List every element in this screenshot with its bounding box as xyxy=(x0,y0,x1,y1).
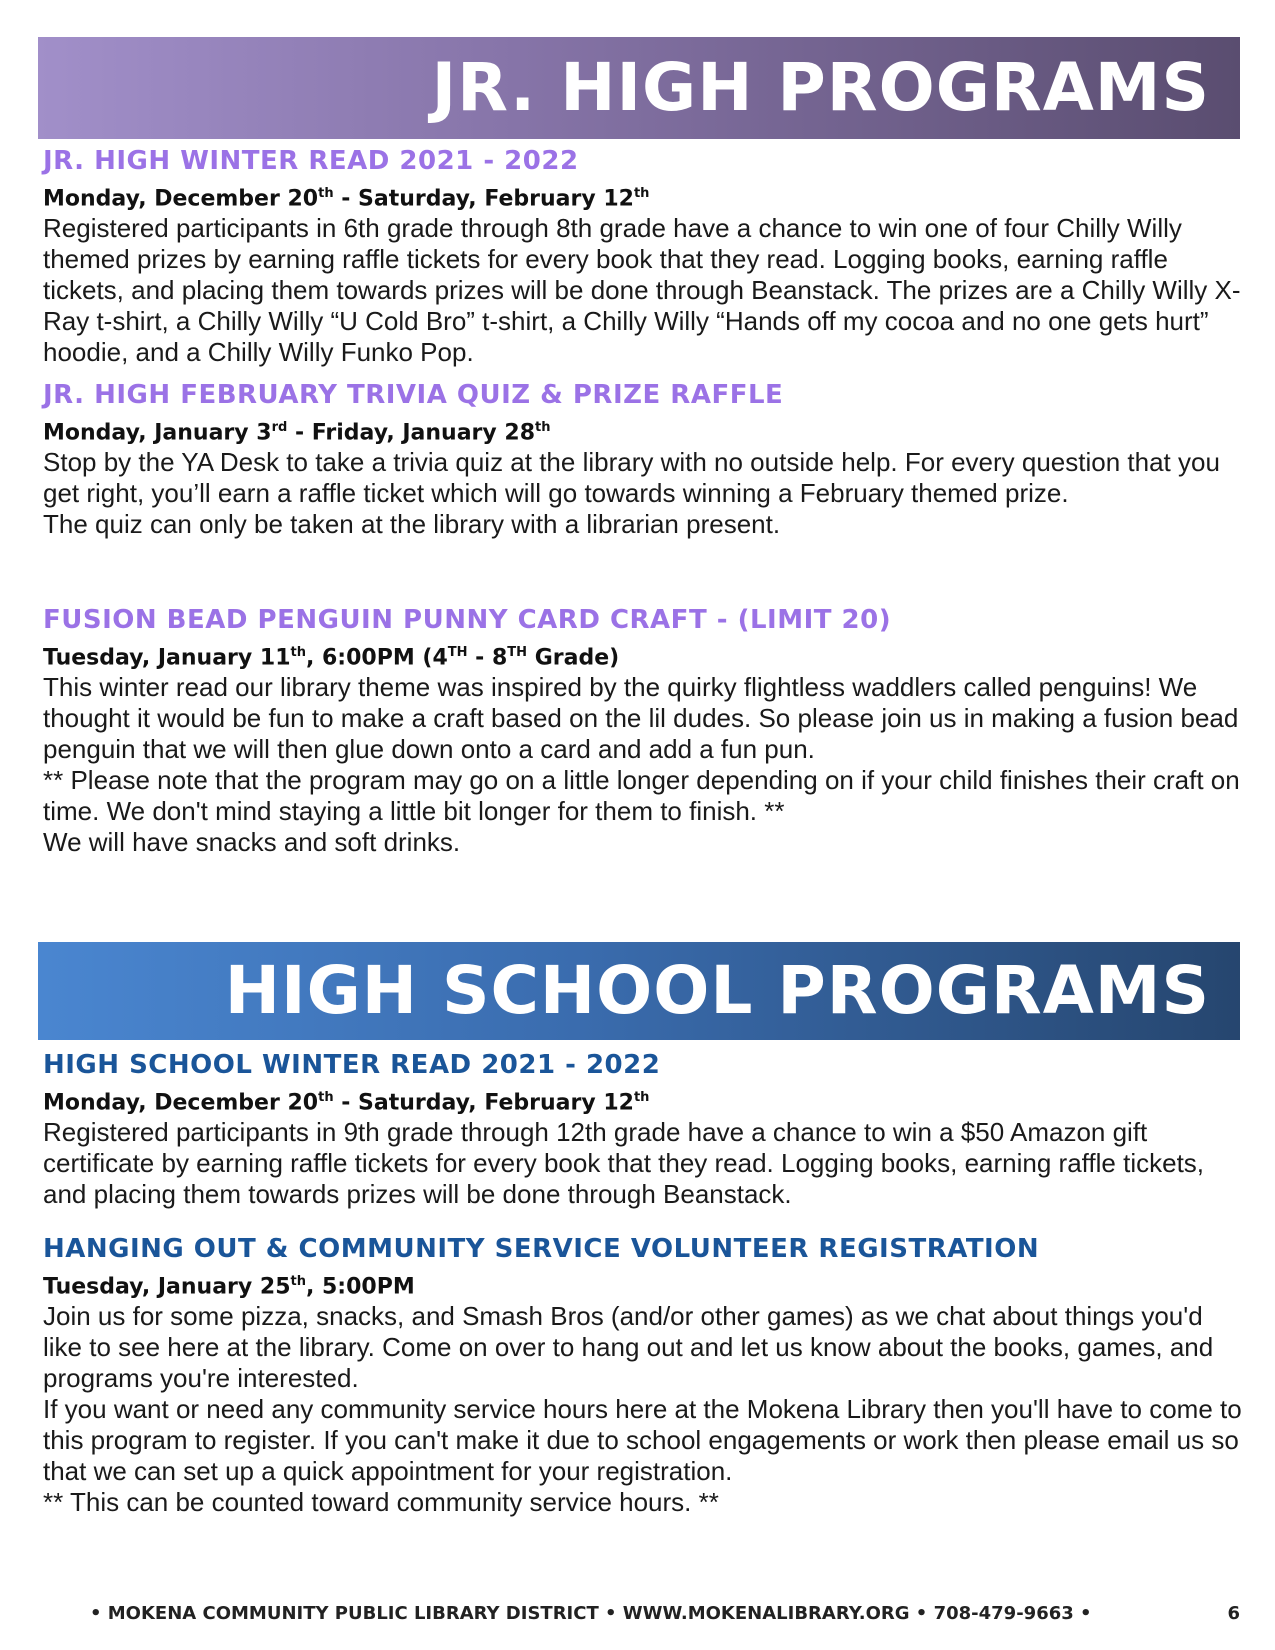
jr-winter-read-section xyxy=(43,146,1243,368)
event-date: Monday, December 20th - Saturday, February 12th xyxy=(43,1090,650,1116)
paragraph: Registered participants in 9th grade through 12th grade have a chance to win a $50 Amazon gift certificate by earning raffle tickets for every book that they read. Logging books, earning raffle tickets, and placing them towards prizes will be done through Beanstack. xyxy=(43,1117,1205,1210)
section-title: JR. HIGH WINTER READ 2021 - 2022 xyxy=(43,146,579,176)
paragraph: This winter read our library theme was inspired by the quirky flightless waddlers called penguins! We thought it would be fun to make a craft based on the lil dudes. So please join us in making a fusion bead penguin that we will then glue down onto a card and add a fun pun. xyxy=(43,672,1239,765)
jr-trivia-quiz-section xyxy=(43,380,1243,540)
fusion-bead-craft-section xyxy=(43,605,1243,858)
paragraph: ** This can be counted toward community service hours. ** xyxy=(43,1487,719,1518)
event-date: Tuesday, January 25th, 5:00PM xyxy=(43,1274,415,1300)
section-title: JR. HIGH FEBRUARY TRIVIA QUIZ & PRIZE RAFFLE xyxy=(43,380,784,410)
paragraph: The quiz can only be taken at the library with a librarian present. xyxy=(43,509,781,540)
footer-contact: • MOKENA COMMUNITY PUBLIC LIBRARY DISTRICT • WWW.MOKENALIBRARY.ORG • 708-479-9663 • xyxy=(90,1603,1092,1624)
section-body xyxy=(43,1117,1243,1210)
community-service-section xyxy=(43,1234,1243,1518)
paragraph: Registered participants in 6th grade through 8th grade have a chance to win one of four Chilly Willy themed prizes by earning raffle tickets for every book that they read. Logging books, earning raffle tickets, and placing them towards prizes will be done through Beanstack. The prizes are a Chilly Willy X-Ray t-shirt, a Chilly Willy “U Cold Bro” t-shirt, a Chilly Willy “Hands off my cocoa and no one gets hurt” hoodie, and a Chilly Willy Funko Pop. xyxy=(43,213,1241,368)
section-body xyxy=(43,672,1243,858)
section-body xyxy=(43,447,1243,540)
jr-high-programs-banner: JR. HIGH PROGRAMS xyxy=(38,37,1240,139)
paragraph: Stop by the YA Desk to take a trivia quiz at the library with no outside help. For every question that you get right, you’ll earn a raffle ticket which will go towards winning a February themed prize. xyxy=(43,447,1220,509)
high-school-programs-banner: HIGH SCHOOL PROGRAMS xyxy=(38,942,1240,1040)
page-footer xyxy=(90,1603,1240,1624)
section-title: FUSION BEAD PENGUIN PUNNY CARD CRAFT - (LIMIT 20) xyxy=(43,605,892,635)
paragraph: Join us for some pizza, snacks, and Smash Bros (and/or other games) as we chat about things you'd like to see here at the library. Come on over to hang out and let us know about the books, games, and programs you're interested. xyxy=(43,1301,1214,1394)
event-date: Monday, December 20th - Saturday, February 12th xyxy=(43,186,650,212)
hs-winter-read-section xyxy=(43,1050,1243,1210)
event-date: Tuesday, January 11th, 6:00PM (4TH - 8TH Grade) xyxy=(43,645,620,671)
section-body xyxy=(43,1301,1243,1518)
section-title: HANGING OUT & COMMUNITY SERVICE VOLUNTEER REGISTRATION xyxy=(43,1234,1040,1264)
page-number: 6 xyxy=(1227,1603,1240,1624)
section-body xyxy=(43,213,1243,368)
paragraph: ** Please note that the program may go on a little longer depending on if your child finishes their craft on time. We don't mind staying a little bit longer for them to finish. ** xyxy=(43,765,1240,827)
paragraph: We will have snacks and soft drinks. xyxy=(43,827,461,858)
event-date: Monday, January 3rd - Friday, January 28th xyxy=(43,420,551,446)
paragraph: If you want or need any community service hours here at the Mokena Library then you'll have to come to this program to register. If you can't make it due to school engagements or work then please email us so that we can set up a quick appointment for your registration. xyxy=(43,1394,1242,1487)
section-title: HIGH SCHOOL WINTER READ 2021 - 2022 xyxy=(43,1050,661,1080)
